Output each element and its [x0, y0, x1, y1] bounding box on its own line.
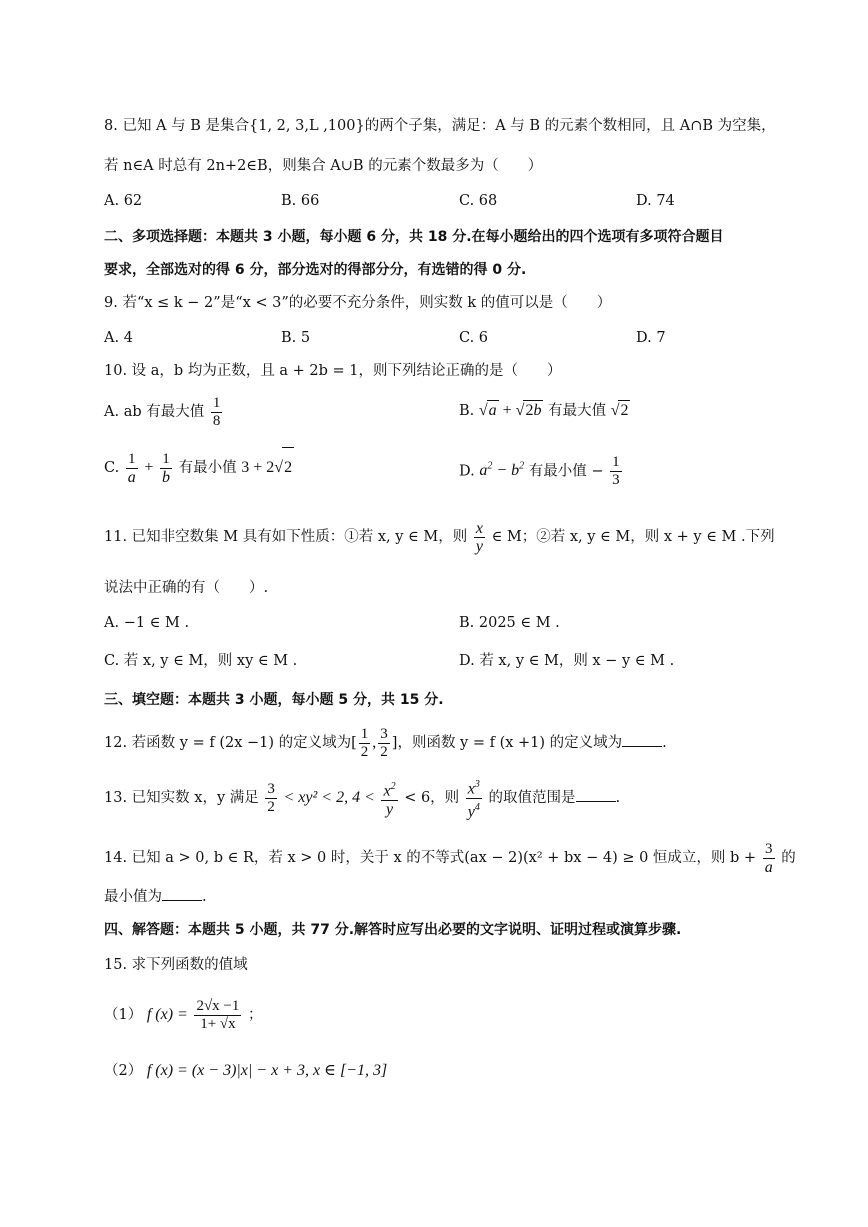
q10-option-c-value: 3 + 2√2 — [241, 459, 294, 476]
q9-option-d: D. 7 — [636, 330, 666, 346]
q8-option-c: C. 68 — [459, 193, 498, 209]
q13-answer-blank[interactable] — [576, 787, 616, 802]
q12-part1: 12. 若函数 y = f (2x −1) 的定义域为[ — [104, 735, 357, 751]
q15-stem: 15. 求下列函数的值域 — [104, 957, 248, 973]
q10-option-a-numerator: 1 — [212, 394, 221, 411]
q12-frac-half: $\frac{1}{2}$ — [360, 725, 369, 760]
q13-part1: 13. 已知实数 x，y 满足 — [104, 790, 259, 806]
q10-option-c-frac-a: $\frac{1}{a}$ — [127, 450, 136, 486]
q14-answer-blank[interactable] — [162, 886, 202, 901]
q10-option-d-numerator: 1 — [612, 453, 620, 470]
section2-heading-line1: 二、多项选择题：本题共 3 小题，每小题 6 分，共 18 分.在每小题给出的四个选项有多项符合题目 — [104, 229, 724, 245]
q11-stem-line2: 说法中正确的有（ ）. — [104, 580, 269, 596]
q8-option-a: A. 62 — [104, 193, 143, 209]
q13-stem — [104, 776, 620, 820]
q9-stem: 9. 若“x ≤ k − 2”是“x < 3”的必要不充分条件，则实数 k 的值可以是（ ） — [104, 295, 612, 311]
q12-stem: 12. 若函数 y = f (2x −1) 的定义域为[ $\frac{1}{2}$ , $\frac{3}{2}$ ]，则函数 y = f (x +1) 的定义域为 . — [104, 725, 667, 760]
section2-heading-line2: 要求，全部选对的得 6 分，部分选对的得部分分，有选错的得 0 分. — [104, 262, 527, 278]
q13-frac-x3-over-y4: $\frac{x^3}{y^4}$ — [466, 776, 482, 820]
q10-option-a-text: ab 有最大值 — [123, 404, 205, 420]
section3-heading: 三、填空题：本题共 3 小题，每小题 5 分，共 15 分. — [104, 692, 444, 708]
q14-period: . — [202, 889, 207, 905]
q9-option-b: B. 5 — [281, 330, 311, 346]
q10-option-d-text: 有最小值 − — [528, 463, 604, 480]
section4-heading: 四、解答题：本题共 5 小题，共 77 分.解答时应写出必要的文字说明、证明过程或演算步骤. — [104, 922, 682, 938]
q15-part1-fraction — [194, 998, 241, 1033]
q9-option-c: C. 6 — [459, 330, 489, 346]
q10-option-b — [459, 400, 630, 421]
q10-option-d-label: D. — [459, 463, 475, 480]
q8-stem-line1: 8. 已知 A 与 B 是集合{1, 2, 3,L ,100}的两个子集，满足：A 与 B 的元素个数相同，且 A∩B 为空集， — [104, 118, 776, 134]
q14-frac-3-over-a: $\frac{3}{a}$ — [764, 840, 773, 876]
q11-option-a: A. −1 ∈ M . — [104, 615, 190, 631]
q10-option-d-denominator: 3 — [612, 471, 620, 488]
q10-option-d — [459, 447, 624, 491]
q11-stem-line1 — [104, 517, 775, 557]
q15-part1-lhs: f (x) = — [146, 1006, 188, 1023]
q10-stem: 10. 设 a，b 均为正数，且 a + 2b = 1，则下列结论正确的是（ ） — [104, 363, 562, 379]
q8-option-b: B. 66 — [281, 193, 320, 209]
q14-stem-line1 — [104, 836, 796, 880]
q15-part1-denominator: 1+ √x — [200, 1015, 236, 1032]
q10-option-a-fraction — [211, 395, 223, 430]
q10-option-b-label: B. — [459, 403, 475, 419]
q10-option-c: C. $\frac{1}{a}$ + $\frac{1}{b}$ 有最小值 3 + 2√2 — [104, 447, 294, 488]
q15-part2 — [104, 1061, 387, 1081]
q15-part1-numerator: 2√x −1 — [196, 997, 240, 1014]
q15-part1-end: ； — [248, 1007, 263, 1023]
q11-fraction-x-over-y: $\frac{x}{y}$ — [475, 519, 483, 555]
q11-stem-part1: 11. 已知非空数集 M 具有如下性质：①若 x, y ∈ M，则 — [104, 529, 468, 545]
q10-option-c-label: C. — [104, 460, 120, 476]
q15-part1-label: （1） — [104, 1007, 143, 1023]
q11-option-d: D. 若 x, y ∈ M，则 x − y ∈ M . — [459, 653, 675, 669]
q15-part2-label: （2） — [104, 1063, 143, 1079]
q15-part2-expression: f (x) = (x − 3)|x| − x + 3, x ∈ [−1, 3] — [146, 1062, 388, 1079]
q10-option-a-denominator: 8 — [212, 412, 221, 429]
q13-part2: < xy² < 2, 4 < — [283, 789, 375, 806]
q10-option-b-value: √2 — [610, 402, 629, 419]
q12-frac-three-halves: $\frac{3}{2}$ — [380, 725, 388, 760]
q10-option-c-text: 有最小值 — [178, 460, 237, 476]
q13-frac-x2-over-y: $\frac{x^2}{y}$ — [381, 778, 397, 817]
q14-part2: 的 — [781, 850, 796, 866]
q12-answer-blank[interactable] — [622, 732, 662, 747]
q10-option-d-fraction — [610, 454, 622, 489]
q14-part1: 14. 已知 a > 0, b ∈ R，若 x > 0 时，关于 x 的不等式(ax − 2)(x² + bx − 4) ≥ 0 恒成立，则 b + — [104, 850, 757, 866]
q13-part3: < 6，则 — [404, 790, 460, 806]
q13-part4: 的取值范围是 — [488, 790, 576, 806]
q11-stem-part2: ∈ M；②若 x, y ∈ M，则 x + y ∈ M .下列 — [491, 529, 775, 545]
q12-part2: ]，则函数 y = f (x +1) 的定义域为 — [391, 735, 623, 751]
q14-stem-line2 — [104, 886, 207, 907]
q14-line2-text: 最小值为 — [104, 889, 162, 905]
q10-option-b-expression: √a + √2b — [478, 402, 542, 419]
q11-option-c: C. 若 x, y ∈ M，则 xy ∈ M . — [104, 653, 298, 669]
q13-period: . — [615, 790, 621, 806]
q8-stem-line2: 若 n∈A 时总有 2n+2∈B，则集合 A∪B 的元素个数最多为（ ） — [104, 158, 543, 174]
q15-part1 — [104, 993, 263, 1037]
q10-option-d-expression: $a^2 - b^2$ — [479, 461, 525, 480]
q10-option-a-label: A. — [104, 404, 120, 420]
q10-option-b-text: 有最大值 — [548, 403, 607, 419]
q10-option-c-frac-b: $\frac{1}{b}$ — [162, 450, 171, 486]
q12-period: . — [662, 735, 667, 751]
q11-option-b: B. 2025 ∈ M . — [459, 615, 560, 631]
q10-option-a — [104, 392, 224, 432]
q9-option-a: A. 4 — [104, 330, 133, 346]
q13-frac-three-halves: $\frac{3}{2}$ — [267, 780, 275, 815]
q8-option-d: D. 74 — [636, 193, 675, 209]
